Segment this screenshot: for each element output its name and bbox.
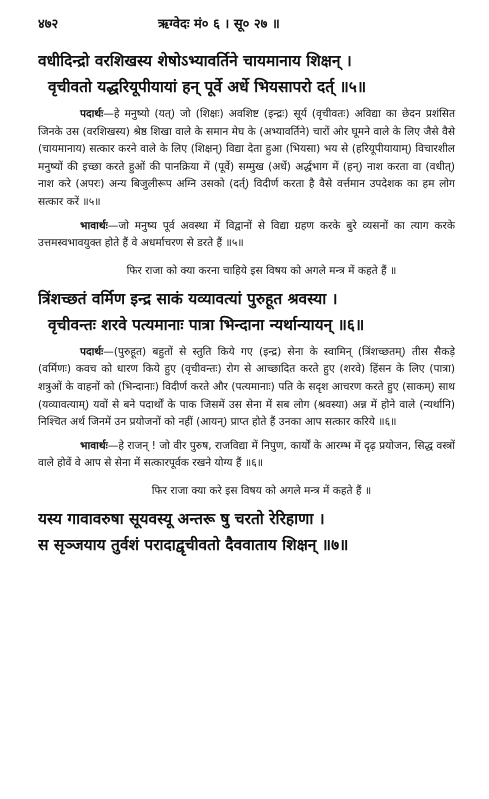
bhavartha-6-text: —हे राजन् ! जो वीर पुरुष, राजविद्या में निपुण, कार्यों के आरम्भ में दृढ़ प्रयोजन, सिद्ध वस्त्रों वाले होवें वे आप से सेना में सत्कारपूर्वक रखने योग्य हैं ॥६॥ xyxy=(38,439,455,470)
padartha-6-label: पदार्थः xyxy=(80,345,104,358)
mantra-7-line-1: यस्य गावावरुषा सूयवस्यू अन्तरू षु चरतो रेरिहाणा । xyxy=(38,508,325,528)
mantra-7-line-2: स सृञ्जयाय तुर्वशं परादाद्वृचीवतो दैववाताय शिक्षन् ॥७॥ xyxy=(38,534,349,554)
bhavartha-5-text: —जो मनुष्य पूर्व अवस्था में विद्वानों से विद्या ग्रहण करके बुरे व्यसनों का त्याग करके उत्तमस्वभावयुक्त होते हैं वे अधर्माचरण से डरते हैं ॥५॥ xyxy=(38,219,455,250)
padartha-5-label: पदार्थः xyxy=(80,108,104,120)
page-header xyxy=(38,14,455,32)
padartha-6 xyxy=(38,344,455,432)
padartha-5 xyxy=(38,106,455,212)
bhavartha-6-label: भावार्थः xyxy=(80,439,108,452)
intro-7: फिर राजा क्या करे इस विषय को अगले मन्त्र में कहते हैं ॥ xyxy=(151,484,372,497)
mantra-7 xyxy=(38,506,455,558)
padartha-6-text: —(पुरुहूत) बहुतों से स्तुति किये गए (इन्द्र) सेना के स्वामिन् (त्रिंशच्छतम्) तीस सैकड़े (वर्मिणः) कवच को धारण किये हुए (वृचीवन्तः) रोग से आच्छादित करते हुए (शरवे) हिंसन के लिए (पात्रा) शत्रुओं के वाहनों को (भिन्दानाः) विदीर्ण करते और (पत्यमानाः) पति के सदृश आचरण करते हुए (साकम्) साथ (यव्यावत्याम्) यवों से बने पदार्थों के पाक जिसमें उस सेना में सब लोग (श्रवस्या) अन्न में होने वाले (न्यर्थानि) निश्चित अर्थ जिनमें उन प्रयोजनों को नहीं (आयन्) प्राप्त होते हैं उनका आप सत्कार करिये ॥६॥ xyxy=(38,345,455,429)
intro-6: फिर राजा को क्या करना चाहिये इस विषय को अगले मन्त्र में कहते हैं ॥ xyxy=(126,264,397,277)
bhavartha-5-label: भावार्थः xyxy=(80,219,108,232)
bhavartha-5 xyxy=(38,218,455,253)
mantra-6-line-2: वृचीवन्तः शरवे पत्यमानाः पात्रा भिन्दाना न्यर्थान्यायन् ॥६॥ xyxy=(48,314,365,334)
bhavartha-6 xyxy=(38,438,455,473)
mantra-5-line-1: वधीदिन्द्रो वरशिखस्य शेषोऽभ्यावर्तिने चायमानाय शिक्षन् । xyxy=(38,51,352,70)
page-number: ४७२ xyxy=(38,17,59,32)
mantra-5 xyxy=(38,48,455,100)
mantra-6 xyxy=(38,286,455,338)
padartha-5-text: —हे मनुष्यो (यत्) जो (शिक्षः) अवशिष्ट (इन्द्रः) सूर्य (वृचीवतः) अविद्या का छेदन प्रशंसित जिनके उस (वरशिखस्य) श्रेष्ठ शिखा वाले के समान मेघ के (अभ्यावर्तिने) चारों ओर घूमने वाले के लिए जैसे वैसे (चायमानाय) सत्कार करने वाले के लिए (शिक्षन्) विद्या देता हुआ (भियसा) भय से (हरियूपीयायाम्) विचारशील मनुष्यों की इच्छा करते हुओं की पानक्रिया में (पूर्वे) सम्मुख (अर्धे) अर्द्धभाग में (हन्) नाश करता वा (वधीत्) नाश करे (अपरः) अन्य बिजुलीरूप अग्नि उसको (दर्त्) विदीर्ण करता है वैसे वर्त्तमान उपदेशक का हम लोग सत्कार करें ॥५॥ xyxy=(38,108,455,208)
running-title: ऋग्वेदः मं० ६ । सू० २७ ॥ xyxy=(158,17,280,32)
mantra-5-line-2: वृचीवतो यद्धरियूपीयायां हन् पूर्वे अर्धे भियसापरो दर्त् ॥५॥ xyxy=(48,77,367,96)
mantra-6-line-1: त्रिंशच्छतं वर्मिण इन्द्र साकं यव्यावत्यां पुरुहूत श्रवस्या । xyxy=(38,288,338,308)
